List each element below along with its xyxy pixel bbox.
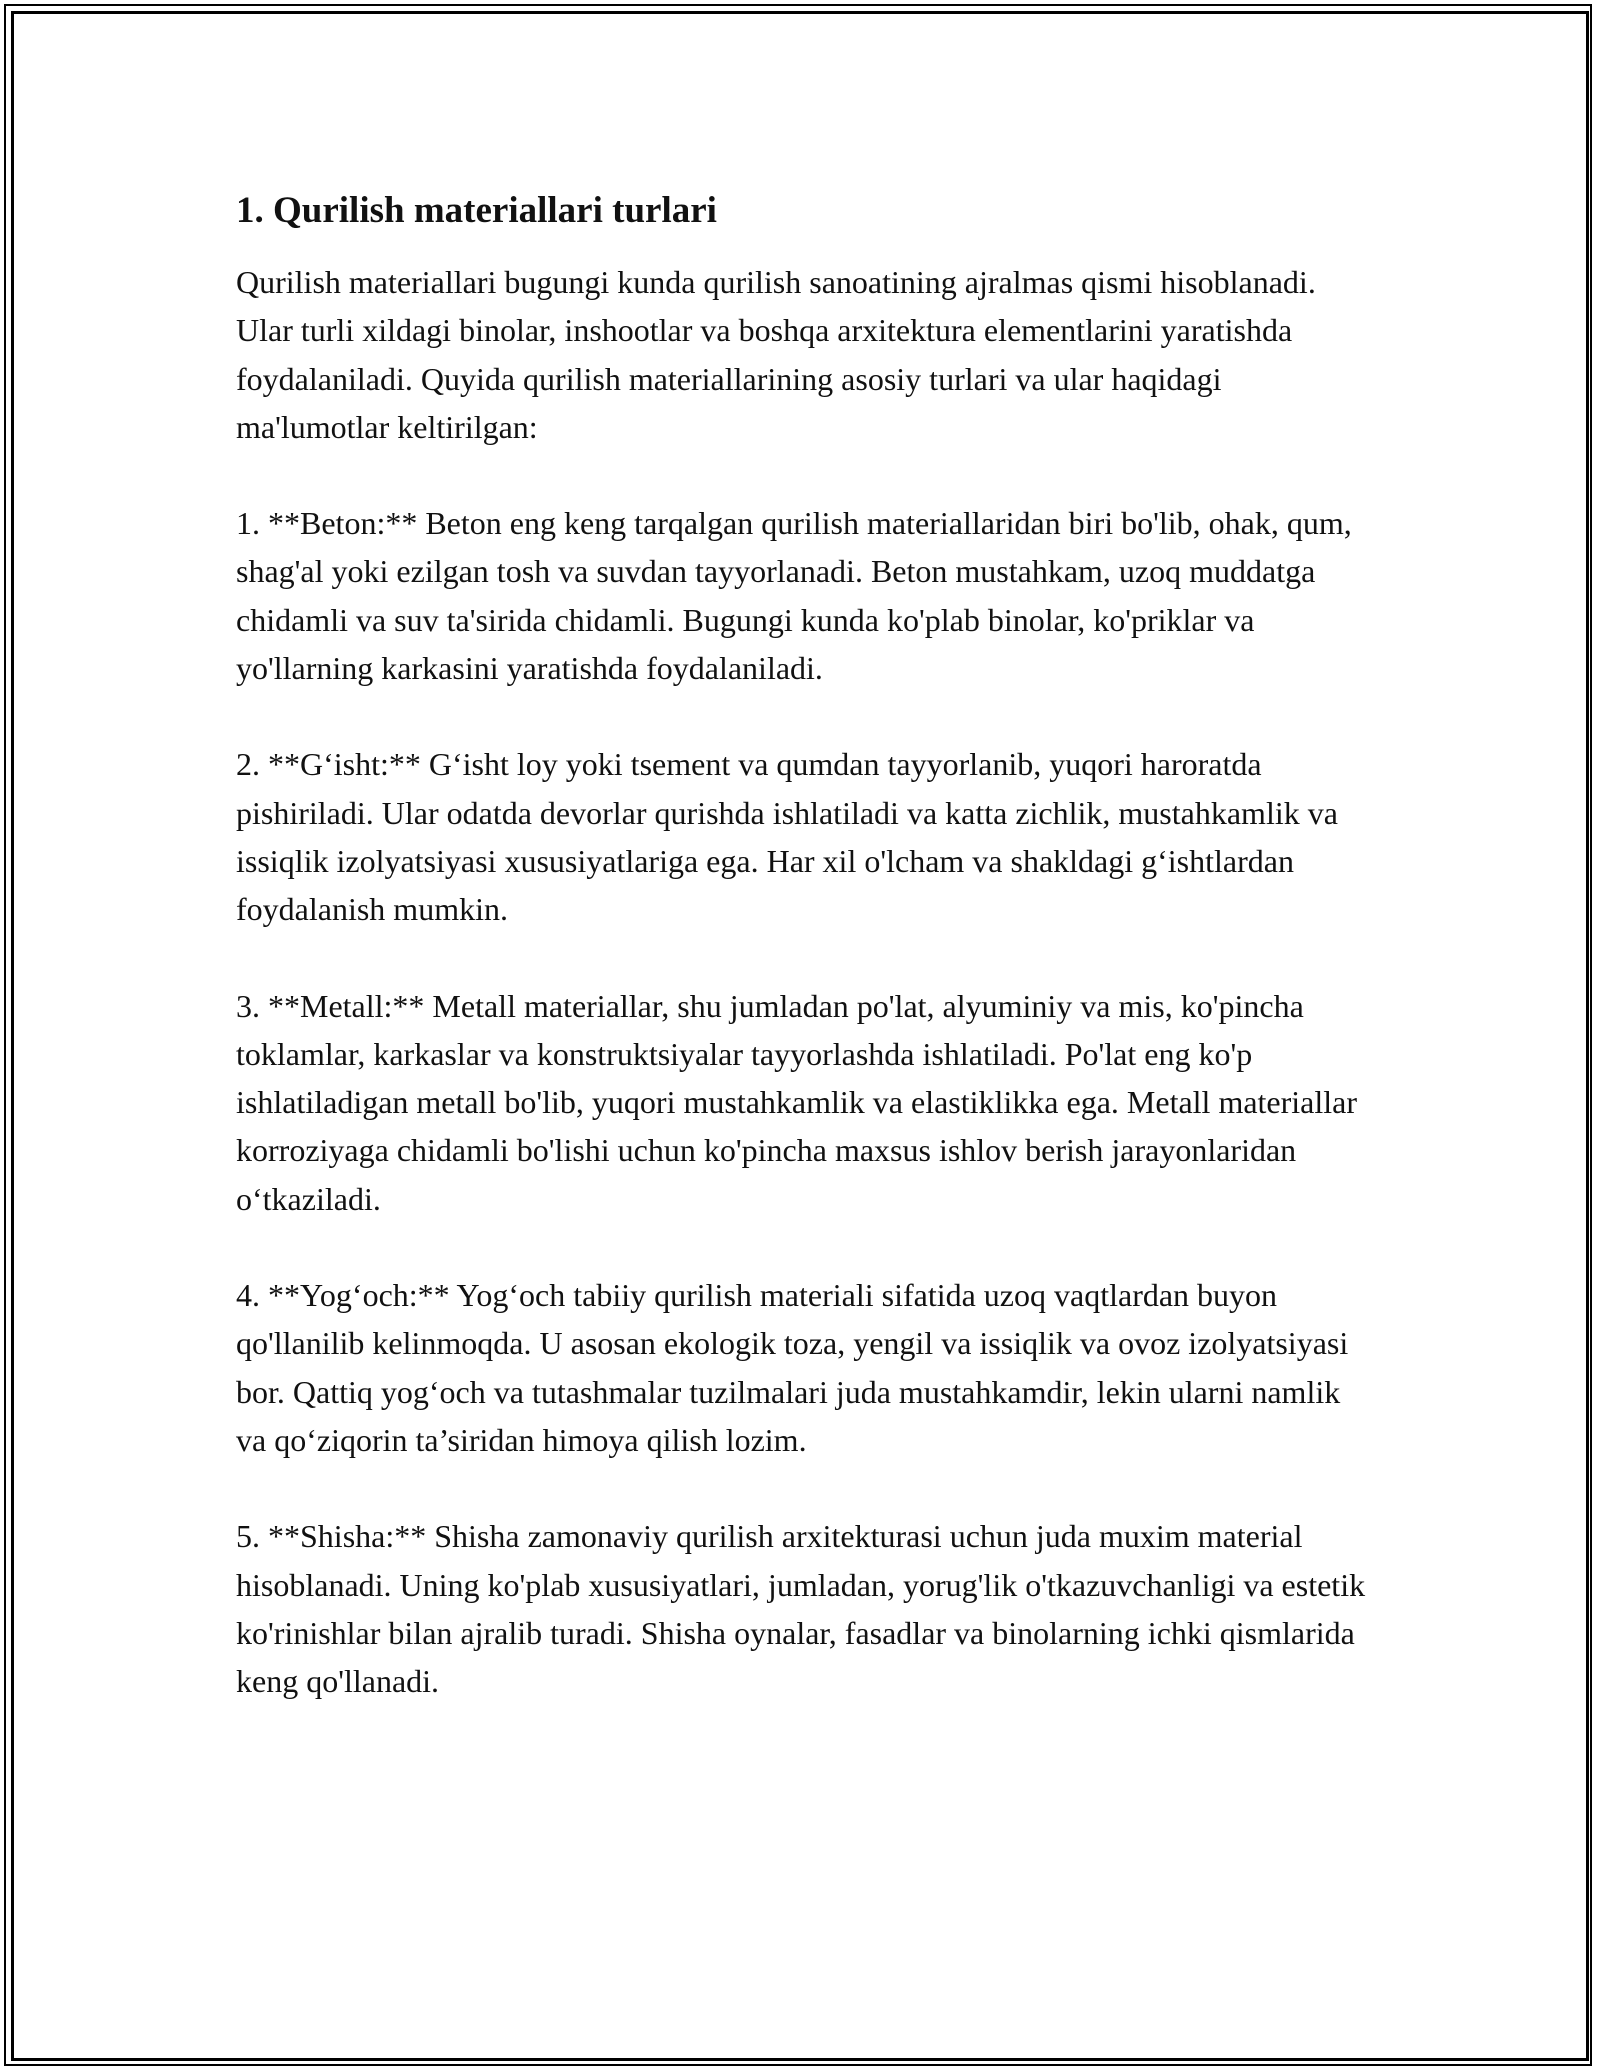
paragraph-beton: 1. **Beton:** Beton eng keng tarqalgan qurilish materiallaridan biri bo'lib, ohak, qum, shag'al yoki ezilgan tosh va suvdan tayyorlanadi. Beton mustahkam, uzoq muddatga chidamli va suv ta'sirida chidamli. Bugungi kunda ko'plab binolar, ko'priklar va yo'llarning karkasini yaratishda foydalaniladi. [236, 505, 1352, 687]
paragraph-shisha: 5. **Shisha:** Shisha zamonaviy qurilish arxitekturasi uchun juda muxim material hisoblanadi. Uning ko'plab xususiyatlari, jumladan, yorug'lik o'tkazuvchanligi va estetik ko'rinishlar bilan ajralib turadi. Shisha oynalar, fasadlar va binolarning ichki qismlarida keng qo'llanadi. [236, 1518, 1366, 1700]
intro-paragraph: Qurilish materiallari bugungi kunda qurilish sanoatining ajralmas qismi hisoblanadi. Ular turli xildagi binolar, inshootlar va boshqa arxitektura elementlarini yaratishda foydalaniladi. Quyida qurilish materiallarining asosiy turlari va ular haqidagi ma'lumotlar keltirilgan: [236, 264, 1316, 445]
document-body [236, 186, 1366, 1753]
paragraph-yogoch: 4. **Yog‘och:** Yog‘och tabiiy qurilish materiali sifatida uzoq vaqtlardan buyon qo'llanilib kelinmoqda. U asosan ekologik toza, yengil va issiqlik va ovoz izolyatsiyasi bor. Qattiq yog‘och va tutashmalar tuzilmalari juda mustahkamdir, lekin ularni namlik va qo‘ziqorin ta’siridan himoya qilish lozim. [236, 1277, 1349, 1458]
paragraph-gisht: 2. **G‘isht:** G‘isht loy yoki tsement va qumdan tayyorlanib, yuqori haroratda pishiriladi. Ular odatda devorlar qurishda ishlatiladi va katta zichlik, mustahkamlik va issiqlik izolyatsiyasi xususiyatlariga ega. Har xil o'lcham va shakldagi g‘ishtlardan foydalanish mumkin. [236, 746, 1338, 928]
paragraph-metall: 3. **Metall:** Metall materiallar, shu jumladan po'lat, alyuminiy va mis, ko'pincha toklamlar, karkaslar va konstruktsiyalar tayyorlashda ishlatiladi. Po'lat eng ko'p ishlatiladigan metall bo'lib, yuqori mustahkamlik va elastiklikka ega. Metall materiallar korroziyaga chidamli bo'lishi uchun ko'pincha maxsus ishlov berish jarayonlaridan o‘tkaziladi. [236, 987, 1358, 1217]
section-heading: 1. Qurilish materiallari turlari [236, 190, 717, 231]
